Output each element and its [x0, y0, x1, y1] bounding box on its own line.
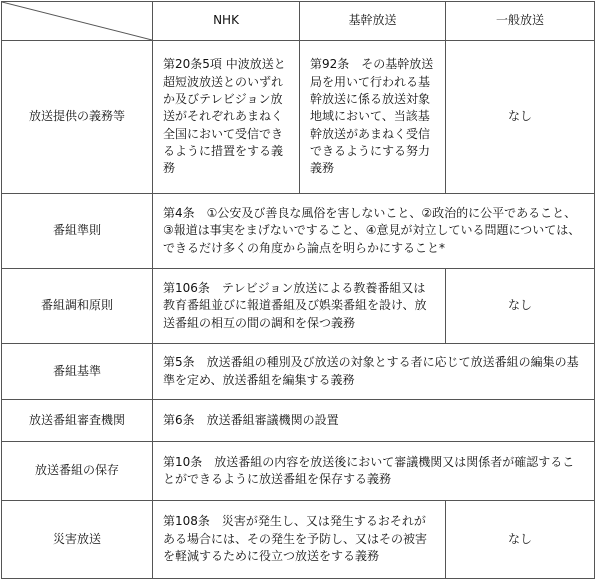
table-row [2, 41, 595, 194]
table-row [2, 344, 595, 400]
table-row [2, 269, 595, 344]
row-label-standards: 番組基準 [2, 344, 153, 400]
row-label-council: 放送番組審査機関 [2, 400, 153, 442]
cell-obligation-ippan: なし [446, 41, 595, 194]
row-label-disaster: 災害放送 [2, 501, 153, 579]
cell-harmony: 第106条 テレビジョン放送による教養番組又は教育番組並びに報道番組及び娯楽番組を設け、放送番組の相互の間の調和を保つ義務 [153, 269, 446, 344]
table-row [2, 442, 595, 501]
table-row [2, 501, 595, 579]
row-label-guidelines: 番組準則 [2, 194, 153, 269]
cell-disaster: 第108条 災害が発生し、又は発生するおそれがある場合には、その発生を予防し、又はその被害を軽減するために役立つ放送をする義務 [153, 501, 446, 579]
row-label-harmony: 番組調和原則 [2, 269, 153, 344]
cell-preservation: 第10条 放送番組の内容を放送後において審議機関又は関係者が確認することができるように放送番組を保存する義務 [153, 442, 595, 501]
diagonal-line [2, 2, 152, 40]
cell-obligation-kikan: 第92条 その基幹放送局を用いて行われる基幹放送に係る放送対象地域において、当該基幹放送があまねく受信できるようにする努力義務 [300, 41, 446, 194]
broadcast-obligations-table [1, 1, 595, 579]
cell-council: 第6条 放送番組審議機関の設置 [153, 400, 595, 442]
cell-disaster-ippan: なし [446, 501, 595, 579]
header-nhk: NHK [153, 2, 300, 41]
header-ippan: 一般放送 [446, 2, 595, 41]
table-row [2, 194, 595, 269]
cell-obligation-nhk: 第20条5項 中波放送と超短波放送とのいずれか及びテレビジョン放送がそれぞれあまねく全国において受信できるように措置をする義務 [153, 41, 300, 194]
cell-harmony-ippan: なし [446, 269, 595, 344]
cell-standards: 第5条 放送番組の種別及び放送の対象とする者に応じて放送番組の編集の基準を定め、放送番組を編集する義務 [153, 344, 595, 400]
row-label-preservation: 放送番組の保存 [2, 442, 153, 501]
row-label-obligation: 放送提供の義務等 [2, 41, 153, 194]
cell-guidelines: 第4条 ①公安及び善良な風俗を害しないこと、②政治的に公平であること、③報道は事実をまげないですること、④意見が対立している問題については、できるだけ多くの角度から論点を明らかにすること* [153, 194, 595, 269]
header-kikan: 基幹放送 [300, 2, 446, 41]
table-row [2, 400, 595, 442]
corner-cell [2, 2, 153, 41]
header-row [2, 2, 595, 41]
